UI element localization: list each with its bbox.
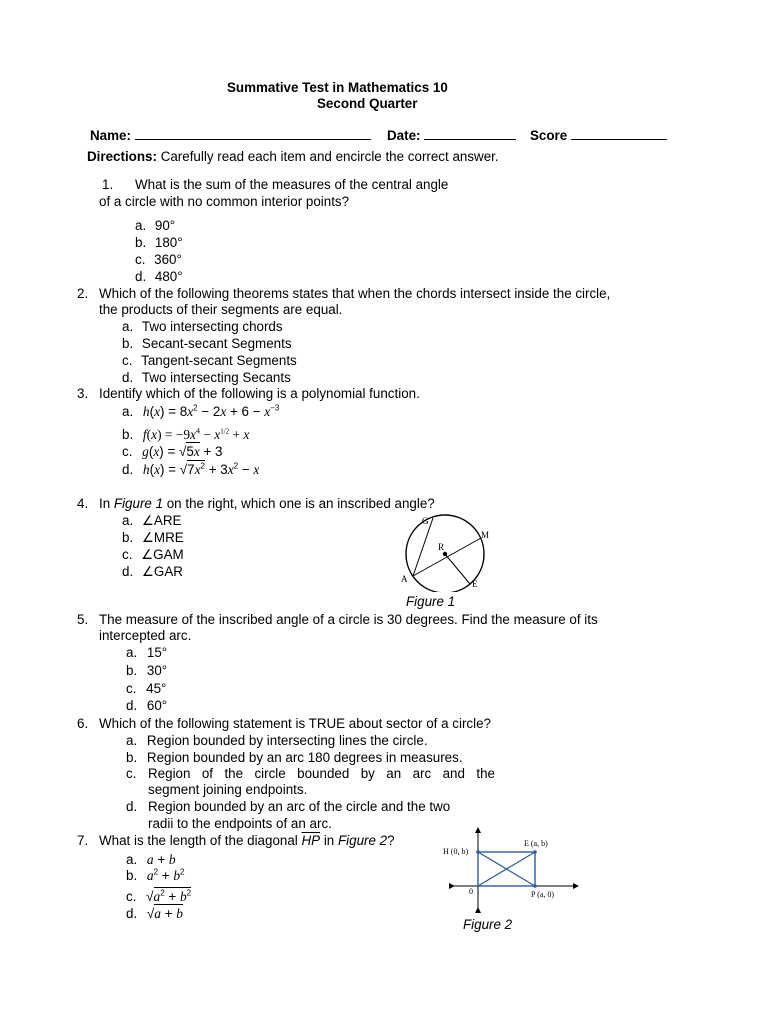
choice-text: 30° [146, 663, 168, 678]
choice-text: 60° [146, 698, 168, 713]
q3-a-expression: $h(x) = 8x^2 - 2x + 6 - x^{-3}$ [142, 403, 280, 419]
q7-choice-a[interactable] [126, 851, 176, 868]
q3-number: 3. [77, 386, 89, 401]
choice-letter: d. [135, 269, 147, 284]
choice-text: 480° [154, 269, 183, 284]
choice-letter: c. [122, 444, 133, 459]
choice-letter: b. [122, 530, 134, 545]
q2-choice-c[interactable] [122, 352, 297, 369]
q6-choice-c-line2: segment joining endpoints. [148, 782, 308, 797]
choice-letter: d. [122, 564, 134, 579]
choice-letter: c. [126, 889, 137, 904]
q7-choice-b[interactable] [126, 867, 184, 884]
q5-number: 5. [77, 612, 89, 627]
q3-choice-a[interactable] [122, 403, 279, 420]
q3-b-expression: $f(x) = -9x^4 - x^{1/2} + x$ [142, 426, 250, 442]
figure1-reference: Figure 1 [113, 496, 164, 511]
label-e: E (a, b) [524, 839, 548, 848]
date-field[interactable] [424, 128, 516, 140]
choice-text: 90° [154, 218, 176, 233]
choice-text: 180° [154, 235, 183, 250]
q1-choice-a[interactable] [135, 217, 175, 234]
choice-text: 15° [146, 645, 168, 660]
choice-letter: b. [126, 868, 138, 883]
date-label: Date: [387, 128, 421, 143]
center-point-r [443, 552, 447, 556]
choice-letter: a. [122, 319, 134, 334]
q6-choice-c-line1: Region of the circle bounded by an arc and the [148, 766, 495, 781]
label-p: P (a, 0) [531, 890, 555, 899]
q3-d-expression: $h(x) = √7x^2 + 3x^2 - x$ [142, 461, 260, 477]
q1-choice-b[interactable] [135, 234, 183, 251]
label-g: G [422, 516, 429, 526]
label-h: H (0, b) [443, 847, 469, 856]
choice-letter: b. [126, 663, 138, 678]
point-h [476, 850, 480, 854]
label-m: M [481, 530, 490, 540]
test-subtitle: Second Quarter [317, 96, 418, 111]
q5-choice-a[interactable] [126, 644, 167, 661]
choice-letter: d. [122, 462, 134, 477]
choice-text: 360° [154, 252, 182, 267]
score-label: Score [530, 128, 568, 143]
q6-choice-d[interactable] [126, 798, 137, 815]
choice-text: ∠GAM [141, 547, 184, 562]
q7-choice-c[interactable] [126, 888, 191, 905]
q1-text-line2: of a circle with no common interior points? [99, 194, 350, 209]
q6-text: Which of the following statement is TRUE about sector of a circle? [99, 716, 491, 731]
name-row [90, 127, 371, 144]
choice-letter: d. [126, 906, 138, 921]
q6-choice-b[interactable] [126, 749, 463, 766]
choice-letter: a. [126, 645, 138, 660]
choice-letter: a. [126, 852, 138, 867]
figure1-circle-diagram [395, 512, 500, 592]
q4-number: 4. [77, 496, 89, 511]
score-row [530, 127, 667, 144]
directions-text: Carefully read each item and encircle the correct answer. [160, 149, 499, 164]
q4-text: In Figure 1 on the right, which one is an inscribed angle? [99, 496, 435, 511]
choice-text: ∠MRE [141, 530, 184, 545]
choice-text: Two intersecting Secants [141, 370, 291, 385]
figure2-reference: Figure 2 [337, 833, 388, 848]
choice-letter: c. [126, 766, 137, 781]
q3-choice-c[interactable] [122, 443, 222, 460]
choice-text: ∠ARE [141, 513, 182, 528]
q6-choice-d-line2: radii to the endpoints of an arc. [148, 816, 332, 831]
q5-choice-c[interactable] [126, 680, 166, 697]
q2-choice-d[interactable] [122, 369, 291, 386]
choice-letter: c. [122, 353, 133, 368]
q2-choice-a[interactable] [122, 318, 283, 335]
score-field[interactable] [571, 128, 667, 140]
chord-ag [413, 518, 433, 576]
q2-choice-b[interactable] [122, 335, 292, 352]
q7-a-expression: a + b [146, 852, 176, 867]
q2-text-line1: Which of the following theorems states that when the chords intersect inside the circle, [99, 286, 611, 301]
choice-letter: a. [122, 513, 134, 528]
choice-letter: c. [135, 252, 146, 267]
choice-text: 45° [146, 681, 167, 696]
label-r: R [438, 542, 445, 552]
q1-text-line1: What is the sum of the measures of the central angle [135, 177, 449, 192]
choice-letter: c. [126, 681, 137, 696]
q6-choice-d-line1: Region bounded by an arc of the circle and the two [148, 799, 451, 814]
q1-choice-c[interactable] [135, 251, 182, 268]
q4-choice-b[interactable] [122, 529, 184, 546]
q3-text: Identify which of the following is a polynomial function. [99, 386, 420, 401]
label-e: E [472, 579, 478, 589]
label-a: A [401, 574, 408, 584]
point-p [533, 884, 537, 888]
q2-text-line2: the products of their segments are equal. [99, 302, 343, 317]
choice-text: Two intersecting chords [141, 319, 283, 334]
choice-text: Region bounded by an arc 180 degrees in measures. [146, 750, 463, 765]
directions [87, 148, 499, 165]
label-origin: 0 [469, 887, 473, 896]
segment-hp: $\overline{HP}$ [301, 833, 321, 848]
figure2-coordinate-diagram [440, 826, 580, 914]
choice-letter: d. [122, 370, 134, 385]
choice-letter: b. [122, 427, 134, 442]
q4-choice-c[interactable] [122, 546, 184, 563]
test-title: Summative Test in Mathematics 10 [227, 80, 448, 95]
q3-choice-b[interactable] [122, 426, 249, 443]
choice-letter: d. [126, 799, 138, 814]
q6-choice-a[interactable] [126, 732, 428, 749]
q5-choice-d[interactable] [126, 697, 167, 714]
q7-choice-d[interactable] [126, 905, 183, 922]
q5-text-line2: intercepted arc. [99, 628, 192, 643]
choice-letter: b. [126, 750, 138, 765]
date-row [387, 127, 516, 144]
radius-re [445, 554, 470, 584]
q3-c-expression: g(x) = √5x + 3 [142, 444, 223, 459]
q7-b-expression: $a^2 + b^2$ [146, 867, 185, 883]
q4-choice-a[interactable] [122, 512, 181, 529]
choice-letter: b. [122, 336, 134, 351]
name-field[interactable] [135, 128, 371, 140]
choice-text: Region bounded by intersecting lines the circle. [146, 733, 428, 748]
q1-number: 1. [102, 177, 114, 192]
q6-number: 6. [77, 716, 89, 731]
q3-choice-d[interactable] [122, 461, 259, 478]
choice-letter: d. [126, 698, 138, 713]
q7-c-expression: $√a^2 + b^2$ [146, 888, 192, 904]
point-e [533, 850, 537, 854]
q4-choice-d[interactable] [122, 563, 183, 580]
figure2-caption: Figure 2 [463, 917, 513, 932]
choice-letter: c. [122, 547, 133, 562]
q2-number: 2. [77, 286, 89, 301]
directions-label: Directions: [87, 149, 157, 164]
q7-number: 7. [77, 833, 89, 848]
choice-text: ∠GAR [141, 564, 183, 579]
choice-letter: a. [135, 218, 147, 233]
figure1-caption: Figure 1 [406, 594, 456, 609]
q1-choice-d[interactable] [135, 268, 183, 285]
choice-letter: b. [135, 235, 147, 250]
q5-choice-b[interactable] [126, 662, 167, 679]
choice-text: Secant-secant Segments [141, 336, 292, 351]
choice-text: Tangent-secant Segments [141, 353, 297, 368]
choice-letter: a. [126, 733, 138, 748]
choice-letter: a. [122, 404, 134, 419]
q6-choice-c[interactable] [126, 765, 136, 782]
q7-d-expression: √a + b [146, 906, 183, 921]
q5-text-line1: The measure of the inscribed angle of a circle is 30 degrees. Find the measure of its [99, 612, 598, 627]
q7-text: What is the length of the diagonal $\overline{HP}$ in Figure 2? [99, 833, 395, 848]
name-label: Name: [90, 128, 131, 143]
